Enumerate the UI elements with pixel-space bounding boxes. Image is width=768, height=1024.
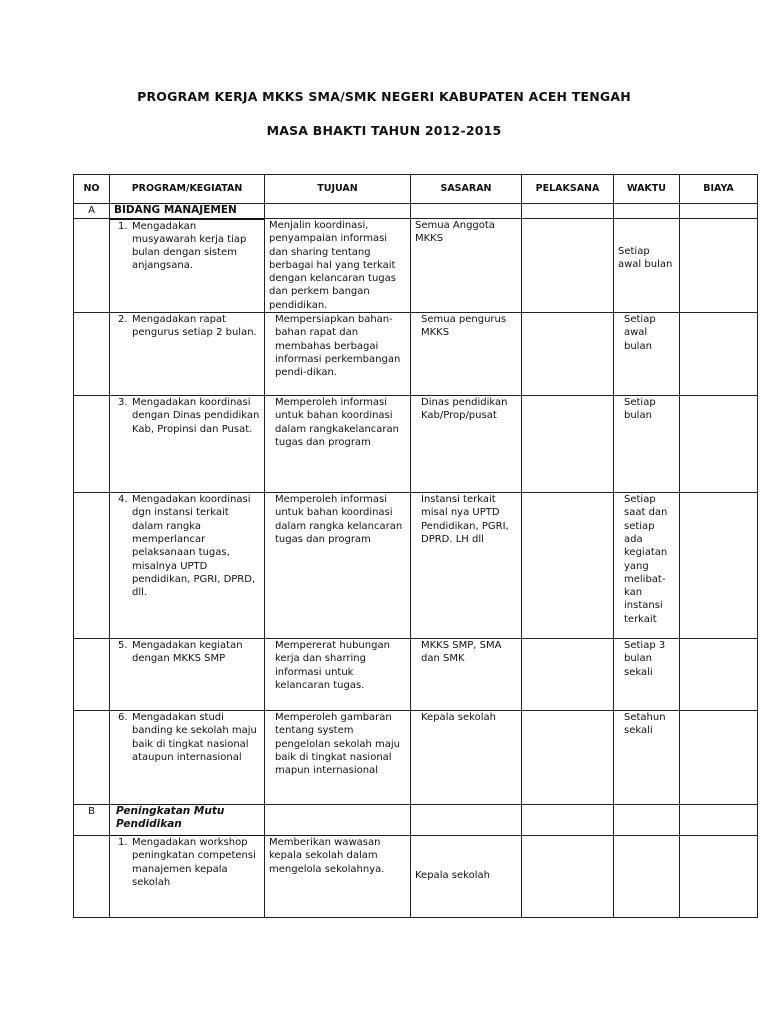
table-row	[74, 639, 758, 711]
sasaran-cell: Dinas pendidikan Kab/Prop/pusat	[411, 396, 522, 493]
program-cell: Mengadakan musyawarah kerja tiap bulan dengan sistem anjangsana.	[132, 220, 247, 272]
waktu-cell: Setiap 3 bulan sekali	[614, 639, 680, 711]
pelaksana-cell	[522, 493, 614, 639]
tujuan-cell: Mempererat hubungan kerja dan sharring informasi untuk kelancaran tugas.	[265, 639, 411, 711]
biaya-cell	[680, 396, 758, 493]
tujuan-cell: Memperoleh informasi untuk bahan koordinasi dalam rangkakelancaran tugas dan program	[265, 396, 411, 493]
waktu-cell: Setiap saat dan setiap ada kegiatan yang melibat-kan instansi terkait	[614, 493, 680, 639]
document-title: PROGRAM KERJA MKKS SMA/SMK NEGERI KABUPATEN ACEH TENGAH	[137, 89, 631, 104]
section-title: BIDANG MANAJEMEN	[110, 204, 265, 219]
sasaran-cell: Kepala sekolah	[411, 711, 522, 805]
section-no: A	[74, 204, 110, 219]
biaya-cell	[680, 313, 758, 396]
row-number: 6.	[118, 712, 128, 724]
program-table	[73, 174, 758, 918]
program-cell: Mengadakan koordinasi dgn instansi terkait dalam rangka memperlancar pelaksanaan tugas, misalnya UPTD pendidikan, PGRI, DPRD, dll.	[132, 494, 256, 599]
program-cell: Mengadakan kegiatan dengan MKKS SMP	[132, 640, 243, 665]
biaya-cell	[680, 219, 758, 313]
row-number: 5.	[118, 640, 128, 652]
document-subtitle: MASA BHAKTI TAHUN 2012-2015	[266, 123, 502, 138]
row-number: 3.	[118, 397, 128, 409]
section-title: Peningkatan Mutu Pendidikan	[110, 805, 265, 836]
table-row	[74, 219, 758, 313]
table-header-row	[74, 175, 758, 204]
biaya-cell	[680, 836, 758, 918]
waktu-cell: Setiap awal bulan	[614, 313, 680, 396]
waktu-cell	[614, 836, 680, 918]
header-sasaran: SASARAN	[411, 175, 522, 204]
biaya-cell	[680, 711, 758, 805]
tujuan-cell: Memperoleh informasi untuk bahan koordinasi dalam rangka kelancaran tugas dan program	[265, 493, 411, 639]
row-number: 4.	[118, 494, 128, 506]
header-pelaksana: PELAKSANA	[522, 175, 614, 204]
section-row-a	[74, 204, 758, 219]
table-row	[74, 313, 758, 396]
table-row	[74, 711, 758, 805]
header-biaya: BIAYA	[680, 175, 758, 204]
pelaksana-cell	[522, 639, 614, 711]
program-cell: Mengadakan koordinasi dengan Dinas pendidikan Kab, Propinsi dan Pusat.	[132, 397, 260, 435]
pelaksana-cell	[522, 711, 614, 805]
program-cell: Mengadakan workshop peningkatan competensi manajemen kepala sekolah	[132, 837, 256, 888]
header-waktu: WAKTU	[614, 175, 680, 204]
sasaran-cell: MKKS SMP, SMA dan SMK	[411, 639, 522, 711]
sasaran-cell: Semua Anggota MKKS	[411, 219, 522, 313]
table-row	[74, 836, 758, 918]
row-number: 2.	[118, 314, 128, 326]
biaya-cell	[680, 639, 758, 711]
waktu-cell: Setiap bulan	[614, 396, 680, 493]
sasaran-cell: Kepala sekolah	[411, 836, 522, 918]
tujuan-cell: Memberikan wawasan kepala sekolah dalam mengelola sekolahnya.	[265, 836, 411, 918]
program-cell: Mengadakan studi banding ke sekolah maju baik di tingkat nasional ataupun internasional	[132, 712, 257, 763]
pelaksana-cell	[522, 219, 614, 313]
header-no: NO	[74, 175, 110, 204]
row-number: 1.	[118, 837, 128, 849]
sasaran-cell: Semua pengurus MKKS	[411, 313, 522, 396]
header-program: PROGRAM/KEGIATAN	[110, 175, 265, 204]
pelaksana-cell	[522, 313, 614, 396]
tujuan-cell: Memperoleh gambaran tentang system pengelolan sekolah maju baik di tingkat nasional mapun internasional	[265, 711, 411, 805]
tujuan-cell: Mempersiapkan bahan-bahan rapat dan membahas berbagai informasi perkembangan pendi-dikan.	[265, 313, 411, 396]
sasaran-cell: Instansi terkait misal nya UPTD Pendidikan, PGRI, DPRD. LH dll	[411, 493, 522, 639]
waktu-cell: Setiap awal bulan	[614, 219, 680, 313]
section-no: B	[74, 805, 110, 836]
program-cell: Mengadakan rapat pengurus setiap 2 bulan.	[132, 314, 257, 339]
header-tujuan: TUJUAN	[265, 175, 411, 204]
section-row-b	[74, 805, 758, 836]
biaya-cell	[680, 493, 758, 639]
table-row	[74, 396, 758, 493]
row-number: 1.	[118, 220, 128, 232]
pelaksana-cell	[522, 836, 614, 918]
waktu-cell: Setahun sekali	[614, 711, 680, 805]
pelaksana-cell	[522, 396, 614, 493]
table-row	[74, 493, 758, 639]
tujuan-cell: Menjalin koordinasi, penyampaian informasi dan sharing tentang berbagai hal yang terkait dengan kelancaran tugas dan perkem bangan pendidikan.	[265, 219, 411, 313]
